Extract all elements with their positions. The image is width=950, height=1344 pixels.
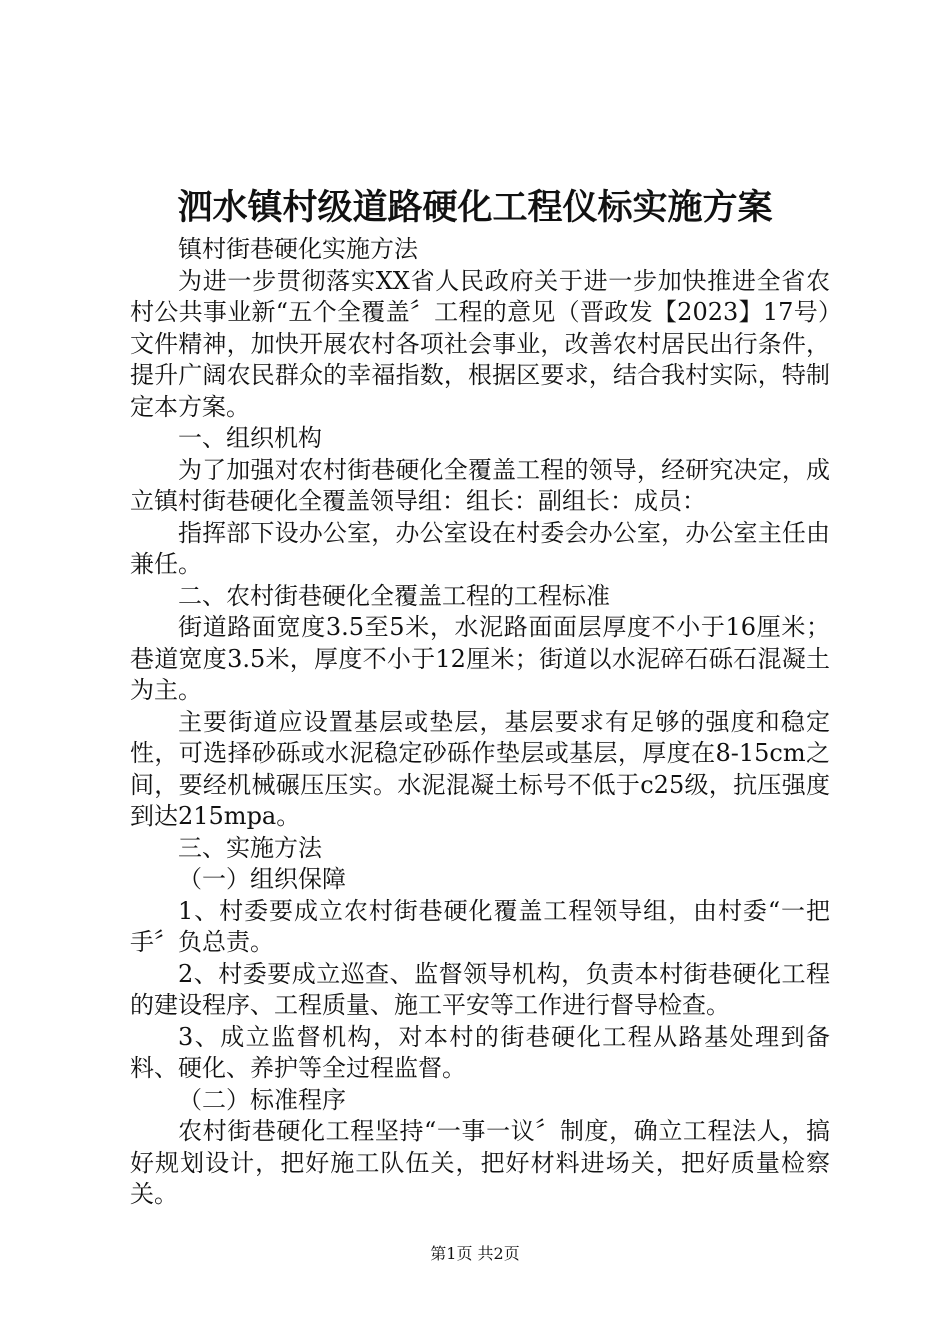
page-number-footer: 第1页 共2页 (430, 1244, 520, 1263)
paragraph: 为进一步贯彻落实XX省人民政府关于进一步加快推进全省农村公共事业新“五个全覆盖〞工程的意见（晋政发【2023】17号）文件精神，加快开展农村各项社会事业，改善农村居民出行条件，提升广阔农民群众的幸福指数，根据区要求，结合我村实际，特制定本方案。 (130, 266, 830, 421)
list-item: 3、成立监督机构，对本村的街巷硬化工程从路基处理到备料、硬化、养护等全过程监督。 (130, 1022, 830, 1082)
section-heading: 二、农村街巷硬化全覆盖工程的工程标准 (178, 581, 610, 610)
paragraph: 指挥部下设办公室，办公室设在村委会办公室，办公室主任由兼任。 (130, 518, 830, 578)
paragraph: 镇村街巷硬化实施方法 (178, 235, 418, 263)
document-body (130, 234, 830, 1211)
paragraph: 街道路面宽度3.5至5米，水泥路面面层厚度不小于16厘米；巷道宽度3.5米，厚度不小于12厘米；街道以水泥碎石砾石混凝土为主。 (130, 613, 830, 704)
section-heading: 三、实施方法 (178, 833, 322, 862)
paragraph: 主要街道应设置基层或垫层，基层要求有足够的强度和稳定性，可选择砂砾或水泥稳定砂砾作垫层或基层，厚度在8-15cm之间，要经机械碾压压实。水泥混凝土标号不低于c25级，抗压强度到达215mpa。 (130, 707, 830, 830)
list-item: 1、村委要成立农村街巷硬化覆盖工程领导组，由村委“一把手〞负总责。 (130, 896, 830, 956)
page-title: 泗水镇村级道路硬化工程仪标实施方案 (177, 187, 773, 228)
list-item: 2、村委要成立巡查、监督领导机构，负责本村街巷硬化工程的建设程序、工程质量、施工平安等工作进行督导检查。 (130, 959, 830, 1019)
subsection-heading: （一）组织保障 (178, 865, 346, 893)
paragraph: 为了加强对农村街巷硬化全覆盖工程的领导，经研究决定，成立镇村街巷硬化全覆盖领导组：组长：副组长：成员： (130, 455, 830, 515)
paragraph: 农村街巷硬化工程坚持“一事一议〞制度，确立工程法人，搞好规划设计，把好施工队伍关，把好材料进场关，把好质量检察关。 (130, 1117, 830, 1208)
subsection-heading: （二）标准程序 (178, 1085, 346, 1114)
section-heading: 一、组织机构 (178, 424, 322, 452)
